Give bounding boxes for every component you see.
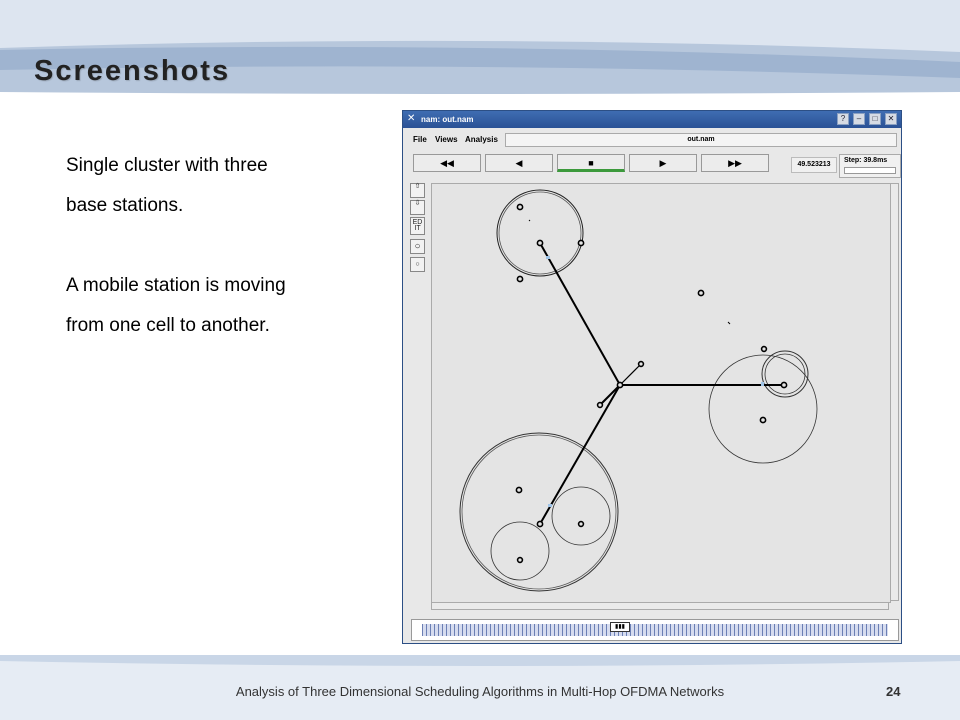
menu-file[interactable]: File [413,135,427,144]
header-band [0,0,960,104]
app-icon: ✕ [407,113,416,124]
time-slider[interactable] [411,619,899,641]
bullet-line: Single cluster with three [66,155,268,176]
network-topology [432,184,890,602]
link [540,385,620,524]
minimize-button[interactable]: – [853,113,865,125]
cell-range-circle [709,355,817,463]
window-title-bar[interactable] [403,111,901,128]
timeline-slider-handle[interactable]: ▮▮▮ [610,622,630,632]
help-icon[interactable]: ? [837,113,849,125]
window-title: nam: out.nam [421,115,474,124]
step-back-button[interactable]: ◀ [485,154,553,172]
packet [546,256,550,259]
node [578,240,583,245]
zoom-out-icon[interactable]: ⇩ [410,200,425,215]
node [517,204,522,209]
cell-range-circle [462,435,616,589]
node [617,382,622,387]
node [517,276,522,281]
close-button[interactable]: ✕ [885,113,897,125]
step-label: Step: 39.8ms [844,157,888,164]
node [516,487,521,492]
packet [548,504,552,507]
sub-cell-circle [491,522,549,580]
stray-mark [529,220,530,221]
fast-forward-button[interactable]: ▶▶ [701,154,769,172]
slide-title: Screenshots [34,55,231,87]
packet [761,382,764,386]
link [540,243,620,385]
vertical-scrollbar[interactable] [890,183,899,601]
bullet-line: base stations. [66,195,184,216]
timeline-ticks [422,624,888,636]
step-control [839,154,901,178]
edit-toolbar [410,183,426,283]
stop-button[interactable]: ■ [557,154,625,172]
small-node-tool-icon[interactable]: ○ [410,257,425,272]
node [579,522,584,527]
playback-controls [411,154,899,178]
stray-mark [728,322,730,324]
node [598,403,603,408]
node [762,347,767,352]
footer-text: Analysis of Three Dimensional Scheduling Algorithms in Multi-Hop OFDMA Networks [235,684,725,699]
rewind-button[interactable]: ◀◀ [413,154,481,172]
mobile-station-range-circle [762,351,808,397]
play-button[interactable]: ▶ [629,154,697,172]
bullet-line: A mobile station is moving [66,275,286,296]
node-tool-icon[interactable]: ○ [410,239,425,254]
cell-range-circle [499,192,581,274]
page-number: 24 [886,684,901,699]
node [537,240,542,245]
menu-views[interactable]: Views [435,135,458,144]
slide-body-text [66,146,366,346]
bullet-line: from one cell to another. [66,315,270,336]
maximize-button[interactable]: □ [869,113,881,125]
zoom-in-icon[interactable]: ⇧ [410,183,425,198]
node [698,290,703,295]
node [537,521,542,526]
horizontal-scrollbar[interactable] [431,602,889,610]
cell-range-circle [497,190,583,276]
node [760,417,765,422]
edit-button[interactable]: ED IT [410,217,425,235]
step-slider[interactable] [844,167,896,174]
network-canvas[interactable] [431,183,891,603]
node [639,362,644,367]
cell-range-circle [460,433,618,591]
link [620,364,641,385]
trace-file-name: out.nam [505,133,897,147]
time-display: 49.523213 [791,157,837,173]
nam-window [402,110,902,644]
node [518,558,523,563]
menu-analysis[interactable]: Analysis [465,135,498,144]
node [781,382,786,387]
sub-cell-circle [552,487,610,545]
menu-bar [411,132,899,147]
